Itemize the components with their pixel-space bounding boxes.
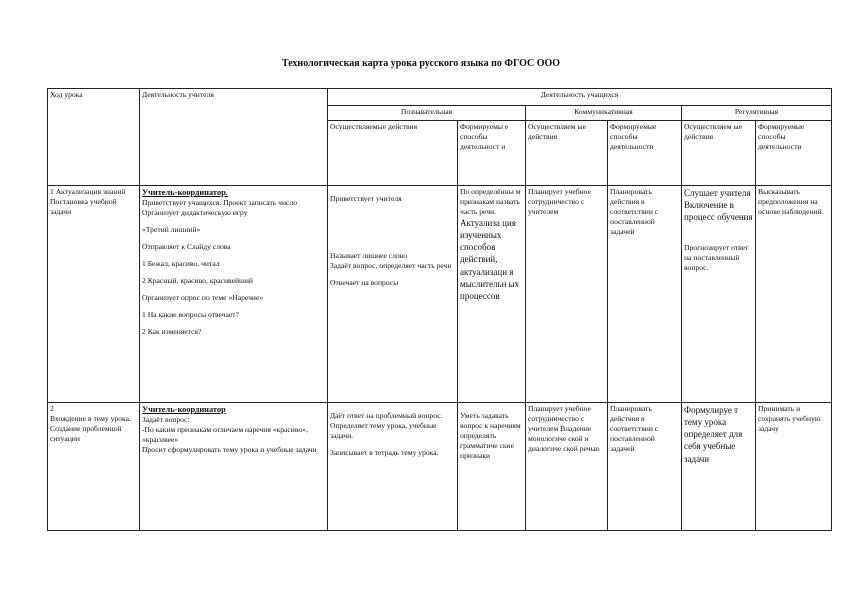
comm-methods-cell: Планировать действия в соответствии с поставленной задачей	[608, 186, 682, 403]
header-cog-actions: Осуществляемые действия	[328, 121, 458, 186]
comm-actions-cell: Планирует учебное сотрудничество с учителем Владение монологиче ской и диалогиче ской речью	[526, 403, 608, 531]
teacher-line: Просит сформулировать тему урока и учебные задачи	[142, 445, 317, 455]
reg-action: Слушает учителя Включение в процесс обучения	[684, 188, 753, 223]
reg-actions-cell	[682, 186, 756, 403]
page-title: Технологическая карта урока русского языка по ФГОС ООО	[281, 58, 561, 69]
cog-action: Называет лишнее слово	[330, 251, 408, 261]
header-comm-actions: Осуществляем ые действия	[526, 121, 608, 186]
header-cog-methods: Формируемы е способы деятельност и	[458, 121, 526, 186]
comm-actions-cell: Планирует учебное сотрудничество с учителем	[526, 186, 608, 403]
cog-methods-cell	[458, 403, 526, 531]
reg-methods-cell: Высказывать предположения на основе наблюдений.	[756, 186, 832, 403]
teacher-line: 1 Бежал, красиво, читал	[142, 259, 220, 269]
cog-actions-cell	[328, 403, 458, 531]
header-group-cognitive: Познавательная	[328, 106, 526, 121]
teacher-line: 1 На какие вопросы отвечает?	[142, 310, 239, 320]
header-reg-methods: Формируемые способы деятельности	[756, 121, 832, 186]
teacher-cell	[140, 403, 328, 531]
header-row-1	[48, 89, 832, 106]
header-comm-methods: Формируемые способы деятельности	[608, 121, 682, 186]
stage-line: 1 Актуализация знаний	[50, 187, 126, 196]
cog-action: Приветствует учителя	[330, 194, 402, 203]
reg-methods-cell: Принимать и сохранять учебную задачу	[756, 403, 832, 531]
cog-actions-cell	[328, 186, 458, 403]
teacher-line: -По каким признакам отличаем наречия «красиво», «красивее»	[142, 425, 308, 445]
teacher-line: Задаёт вопрос:	[142, 415, 190, 425]
cog-action: Даёт ответ на проблемный вопрос.	[330, 411, 443, 420]
cog-action: Записывает в тетрадь тему урока.	[330, 448, 439, 458]
stage-line: Вхождение в тему урока.	[50, 414, 131, 424]
stage-number: 2	[50, 404, 54, 413]
teacher-line: Приветствует учащихся. Проект записать число	[142, 198, 298, 208]
comm-methods-cell: Планировать действия в соответствии с поставленной задачей	[608, 403, 682, 531]
table-row	[48, 403, 832, 531]
teacher-line: 2 Красный, красиво, красивейший	[142, 276, 253, 286]
stage-line: Постановка учебной задачи	[50, 197, 117, 217]
cog-method: По определённы м признакам назвать часть речи.	[460, 187, 521, 217]
cog-action: Задаёт вопрос, определяет часть речи	[330, 261, 452, 271]
teacher-line: Отправляет к Слайду слова	[142, 242, 231, 252]
header-group-regulatory: Регулятивная	[682, 106, 832, 121]
teacher-line: 2 Как изменяется?	[142, 327, 202, 337]
teacher-cell	[140, 186, 328, 403]
stage-cell	[48, 186, 140, 403]
teacher-line: «Третий лишний»	[142, 225, 201, 235]
teacher-role: Учитель-координатор	[142, 405, 226, 414]
stage-line: Создание проблемной ситуации	[50, 424, 122, 444]
header-teacher: Деятельность учителя	[140, 89, 328, 186]
cog-action: Определяет тему урока, учебные задачи.	[330, 421, 437, 441]
cog-action: Отвечает на вопросы	[330, 278, 399, 288]
reg-actions-cell: Формулируе т тему урока определяет для себя учебные задачи	[682, 403, 756, 531]
table-row	[48, 186, 832, 403]
teacher-role: Учитель-координатор.	[142, 188, 228, 197]
header-students: Деятельность учащихся	[328, 89, 832, 106]
header-group-communicative: Коммуникативная	[526, 106, 682, 121]
lesson-plan-table	[47, 88, 832, 531]
teacher-line: Организует дидактическую игру	[142, 208, 248, 218]
header-reg-actions: Осуществляем ые действия	[682, 121, 756, 186]
stage-cell	[48, 403, 140, 531]
cog-methods-cell	[458, 186, 526, 403]
header-stage: Ход урока	[48, 89, 140, 186]
cog-method: Актуализа ция изученных способов действий, актуализаци я мыслительн ых процессов	[460, 218, 520, 301]
teacher-line: Организует опрос по теме «Наречие»	[142, 293, 264, 303]
cog-method: Уметь задавать вопрос к наречиям определять грамматиче ские признаки	[460, 411, 521, 461]
reg-action: Прогнозирует ответ на поставленный вопрос.	[684, 243, 749, 273]
